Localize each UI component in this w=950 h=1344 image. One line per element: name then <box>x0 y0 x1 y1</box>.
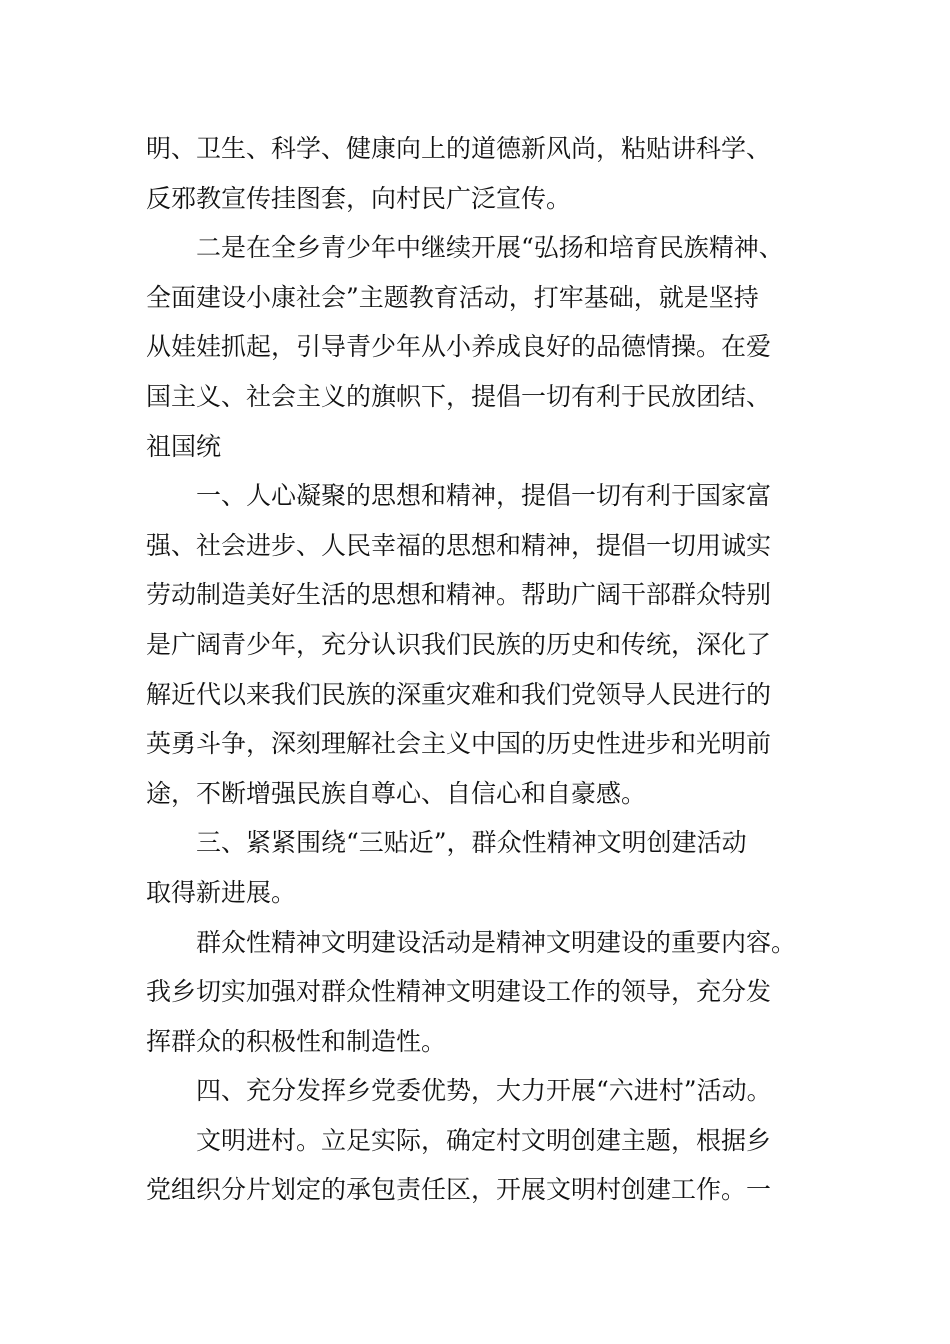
paragraph-1 <box>146 124 846 223</box>
paragraph-4 <box>146 818 846 917</box>
text-line: 二是在全乡青少年中继续开展“弘扬和培育民族精神、 <box>196 233 784 263</box>
text-line: 一、人心凝聚的思想和精神，提倡一切有利于国家富 <box>196 481 772 511</box>
text-line: 解近代以来我们民族的深重灾难和我们党领导人民进行的 <box>146 679 772 709</box>
text-line: 是广阔青少年，充分认识我们民族的历史和传统，深化了 <box>146 629 772 659</box>
text-line: 反邪教宣传挂图套，向村民广泛宣传。 <box>146 183 572 213</box>
text-line: 途，不断增强民族自尊心、自信心和自豪感。 <box>146 778 647 808</box>
document-body <box>146 124 846 1215</box>
text-line: 挥群众的积极性和制造性。 <box>146 1026 447 1056</box>
text-line: 群众性精神文明建设活动是精神文明建设的重要内容。 <box>196 927 797 957</box>
paragraph-3 <box>146 471 846 818</box>
paragraph-5 <box>146 918 846 1067</box>
text-line: 国主义、社会主义的旗帜下，提倡一切有利于民放团结、 <box>146 381 772 411</box>
text-line: 四、充分发挥乡党委优势，大力开展“六进村”活动。 <box>196 1076 772 1106</box>
paragraph-7 <box>146 1116 846 1215</box>
text-line: 英勇斗争，深刻理解社会主义中国的历史性进步和光明前 <box>146 729 772 759</box>
text-line: 明、卫生、科学、健康向上的道德新风尚，粘贴讲科学、 <box>146 134 772 163</box>
text-line: 全面建设小康社会”主题教育活动，打牢基础，就是坚持 <box>146 282 759 312</box>
text-line: 从娃娃抓起，引导青少年从小养成良好的品德情操。在爱 <box>146 332 772 362</box>
text-line: 祖国统 <box>146 431 222 461</box>
text-line: 党组织分片划定的承包责任区，开展文明村创建工作。一 <box>146 1175 772 1205</box>
text-line: 文明进村。立足实际，确定村文明创建主题，根据乡 <box>196 1125 772 1155</box>
text-line: 三、紧紧围绕“三贴近”，群众性精神文明创建活动 <box>196 828 747 858</box>
paragraph-2 <box>146 223 846 471</box>
text-line: 取得新进展。 <box>146 877 297 907</box>
text-line: 我乡切实加强对群众性精神文明建设工作的领导，充分发 <box>146 977 772 1007</box>
text-line: 强、社会进步、人民幸福的思想和精神，提倡一切用诚实 <box>146 530 772 560</box>
text-line: 劳动制造美好生活的思想和精神。帮助广阔干部群众特别 <box>146 580 772 610</box>
paragraph-6 <box>146 1066 846 1116</box>
